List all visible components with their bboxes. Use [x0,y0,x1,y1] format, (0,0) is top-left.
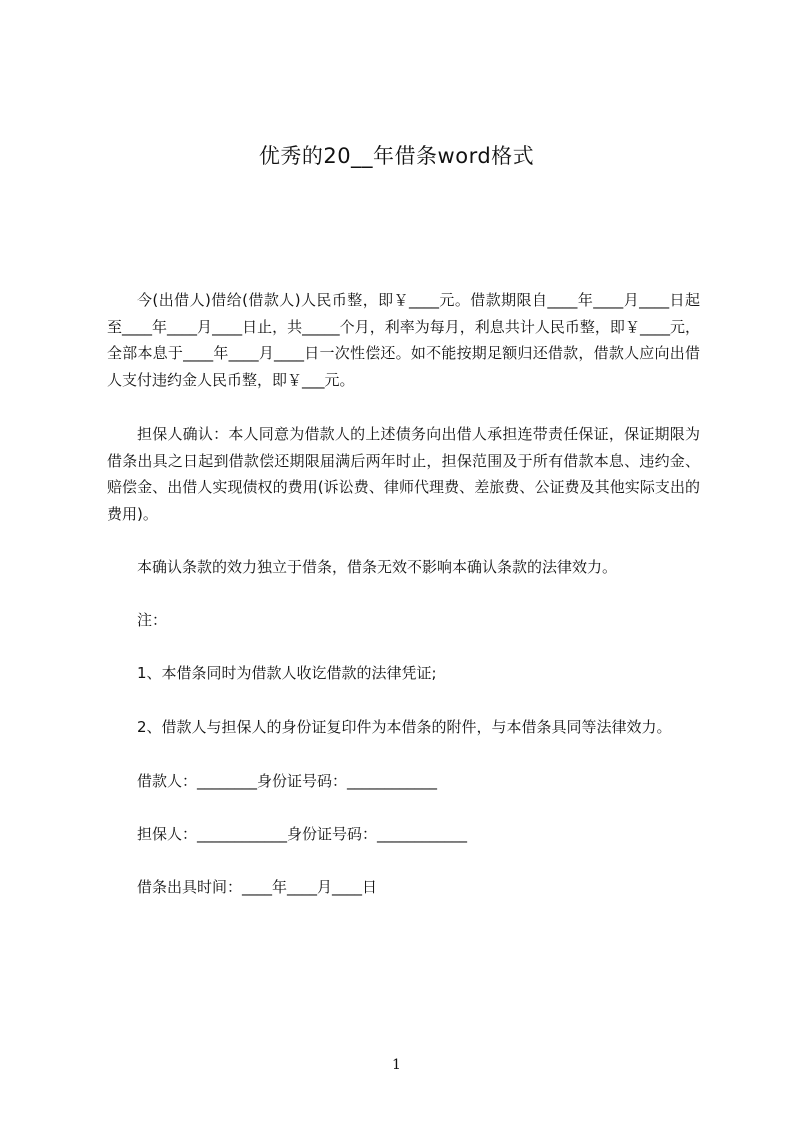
guarantor-signature-line: 担保人：____________身份证号码：____________ [137,825,468,843]
note-item-1: 1、本借条同时为借款人收讫借款的法律凭证; [137,664,437,682]
guarantor-confirmation-paragraph: 担保人确认：本人同意为借款人的上述债务向出借人承担连带责任保证，保证期限为借条出具之日起到借款偿还期限届满后两年时止，担保范围及于所有借款本息、违约金、赔偿金、出借人实现债权的费用(诉讼费、律师代理费、差旅费、公证费及其他实际支出的费用)。 [107,425,700,523]
borrower-signature-line: 借款人：________身份证号码：____________ [137,772,438,790]
document-title: 优秀的20__年借条word格式 [258,144,535,168]
loan-terms-paragraph: 今(出借人)借给(借款人)人民币整，即￥____元。借款期限自____年____月____日起至____年____月____日止，共_____个月，利率为每月，利息共计人民币整，即￥____元，全部本息于____年____月____日一次性偿还。如不能按期足额归还借款，借款人应向出借人支付违约金人民币整，即￥___元。 [107,291,700,389]
issue-date-line: 借条出具时间：____年____月____日 [137,878,378,896]
effect-clause: 本确认条款的效力独立于借条，借条无效不影响本确认条款的法律效力。 [137,558,618,576]
note-item-2: 2、借款人与担保人的身份证复印件为本借条的附件，与本借条具同等法律效力。 [137,718,672,736]
page-number: 1 [392,1057,401,1073]
note-label: 注： [137,611,168,629]
